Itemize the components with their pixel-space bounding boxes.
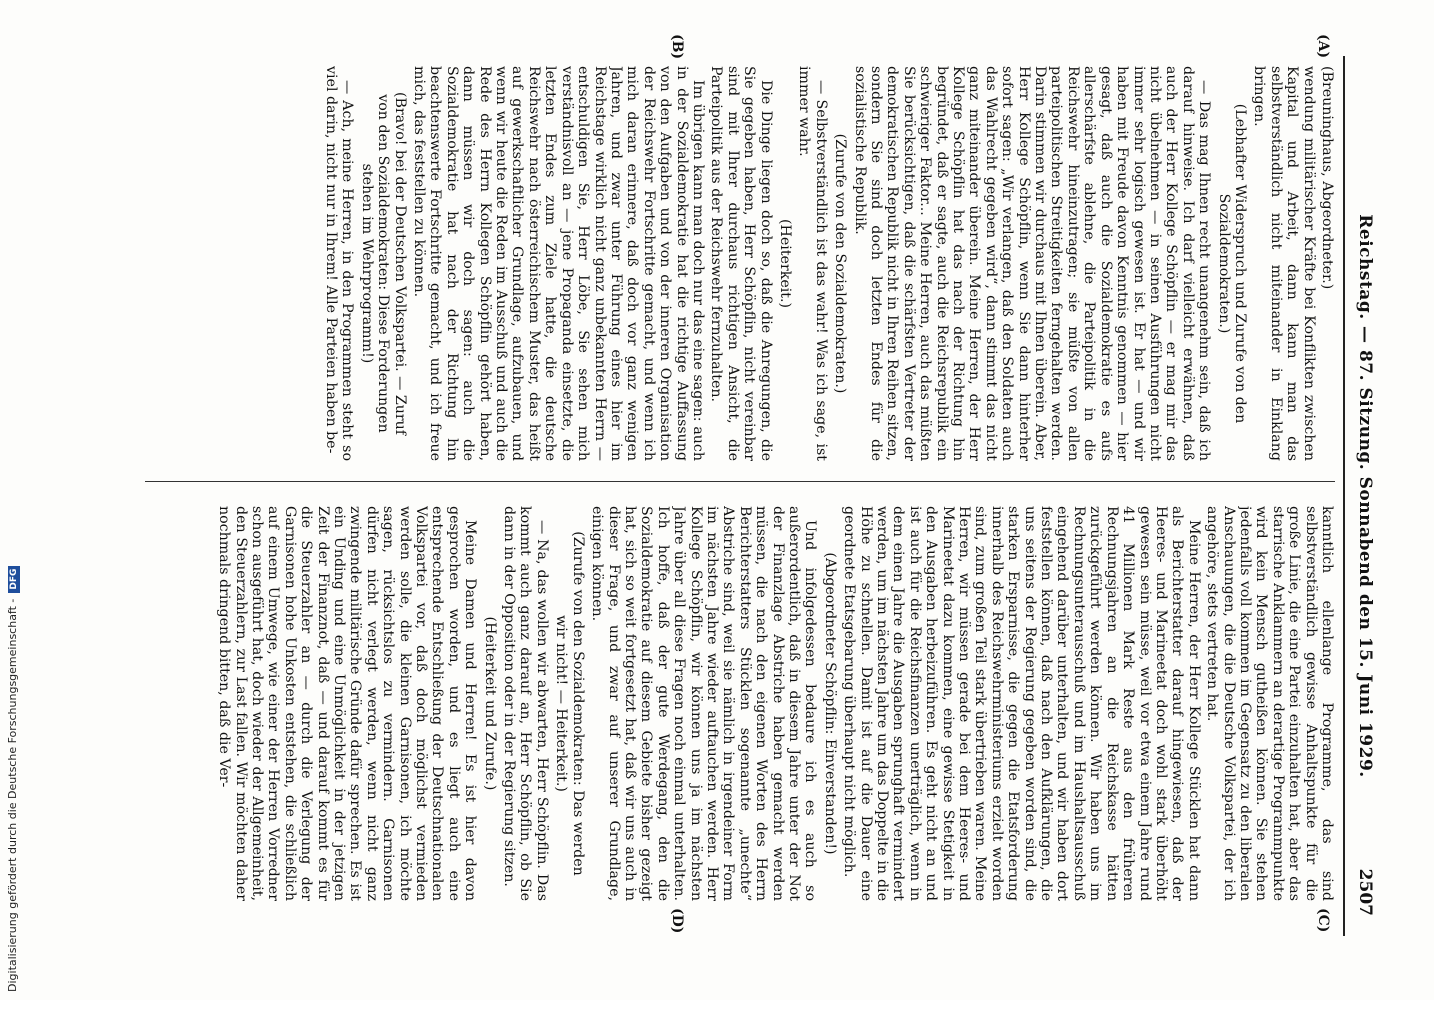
page-header [1349, 76, 1375, 916]
paragraph: — Ach, meine Herren, in den Programmen steht so viel darin, nicht nur in Ihrem! Alle Parteien haben be- [323, 66, 356, 461]
interjection: (Zurufe von den Sozialdemokraten.) [832, 133, 849, 394]
interjection: (Abgeordneter Schöpflin: Einverstanden!) [821, 552, 838, 855]
paragraph: Die Dinge liegen doch so, daß die Anregungen, die Sie gegeben haben, Herr Schöpflin, nicht vereinbar sind mit Ihrer durchaus richtigen Ansicht, die Parteipolitik aus der Reichswehr fernzuhalten. [708, 66, 774, 461]
right-column [145, 506, 1335, 901]
interjection: (Heiterkeit.) [777, 219, 793, 308]
margin-marker-c: (C) [1315, 908, 1331, 933]
paragraph: Im übrigen kann man doch nur das eine sagen: auch in der Sozialdemokratie hat die richtige Auffassung von den Aufgaben und von der inneren Organisation der Reichswehr Fortschritte gemacht, und wenn ich mich daran erinnere, daß doch vor ganz wenigen Jahren, und zwar unter Führung eines hier im Reichstage wirklich nicht ganz unbekannten Herrn — entschuldigen Sie, Herr Löbe, Sie sehen mich verständnisvoll an — jene Propaganda einsetzte, die letzten Endes zum Ziele hatte, die deutsche Reichswehr nach österreichischem Muster, das heißt auf gewerkschaftlicher Grundlage, aufzubauen, und wenn wir heute die Reden im Ausschuß und auch die Rede des Herrn Kollegen Schöpflin gehört haben, dann müssen wir doch sagen: auch die Sozialdemokratie hat nach der Richtung hin beachtenswerte Fortschritte gemacht, und ich freue mich, das feststellen zu können. [411, 66, 706, 461]
page-number: 2507 [1355, 868, 1375, 916]
paragraph: wendung militärischer Kräfte bei Konflikten zwischen Kapital und Arbeit, dann kann man das selbstverständlich nicht miteinander in Einklang bringen. [1251, 66, 1317, 461]
rotated-document-page [120, 34, 1375, 936]
page-title: Reichstag. — 87. Sitzung. Sonnabend den 15. Juni 1929. [1355, 214, 1375, 778]
paragraph: kanntlich ellenlange Programme, das sind selbstverständlich gewisse Anhaltspunkte für die große Linie, die eine Partei einzuhalten hat, aber das starrische Anklammern an derartige Programmpunkte wird kein Mensch gutheißen können. Sie stehen jedenfalls voll kommen im Gegensatz zu den liberalen Anschauungen, die die Deutsche Volkspartei, der ich angehöre, stets vertreten hat. [1204, 506, 1335, 901]
paragraph: Meine Herren, der Herr Kollege Stücklen hat dann als Berichterstatter darauf hingewiesen, daß der Heeres- und Marineetat doch wohl stark überhöht gewesen sein müsse, weil vor etwa einem Jahre rund 41 Millionen Mark Reste aus den früheren Rechnungsjahren an die Reichskasse hätten zurückgeführt werden können. Wir haben uns im Rechnungsunterausschuß und im Haushaltsausschuß eingehend darüber unterhalten, und wir haben dort feststellen können, daß nach den Aufklärungen, die uns seitens der Regierung gegeben worden sind, die starken Ersparnisse, die gegen die Etatsforderung innerhalb des Reichswehrministeriums erzielt worden sind, zum großen Teil stark übertrieben waren. Meine Herren, wir müssen gerade bei dem Heeres- und Marineetat dazu kommen, eine gewisse Stetigkeit in den Ausgaben herbeizuführen. Es geht nicht an und ist auch für die Reichsfinanzen unerträglich, wenn in dem einen Jahre die Ausgaben sprunghaft vermindert werden, um im nächsten Jahre um das Doppelte in die Höhe zu schnellen. Damit ist auf die Dauer eine geordnete Etatsgebarung überhaupt nicht möglich. [841, 506, 1202, 901]
dfg-logo: DFG [8, 566, 20, 593]
paragraph: — Das mag Ihnen recht unangenehm sein, daß ich darauf hinweise. Ich darf vielleicht erwähnen, daß auch der Herr Kollege Schöpflin — er mag mir das nicht übelnehmen — in seinen Ausführungen nicht immer sehr logisch gewesen ist. Er hat — und wir haben mit Freude davon Kenntnis genommen — hier gesagt, daß auch die Sozialdemokratie es aufs allerschärfste ablehne, die Parteipolitik in die Reichswehr hineinzutragen; sie müßte von allen parteipolitischen Streitigkeiten ferngehalten werden. Darin stimmen wir durchaus mit Ihnen überein. Aber, Herr Kollege Schöpflin, wenn Sie dann hinterher sofort sagen: „Wir verlangen, daß den Soldaten auch das Wahlrecht gegeben wird“, dann stimmt das nicht ganz miteinander überein. Meine Herren, der Herr Kollege Schöpflin hat das nach der Richtung hin begründet, daß er sagte, auch die Reichsrepublik ein schwieriger Faktor... Meine Herren, auch das müßten Sie berücksichtigen, daß die schärfsten Vertreter der demokratischen Republik nicht in Ihren Reihen sitzen, sondern Sie sind doch letzten Endes für die sozialistische Republik. [851, 66, 1213, 461]
footer-text: Digitalisierung gefördert durch die Deutsche Forschungsgemeinschaft - [6, 598, 19, 992]
interjection: (Heiterkeit und Zurufe.) [481, 616, 498, 791]
column-divider [145, 481, 1335, 482]
header-rule [1343, 56, 1345, 936]
left-column [145, 66, 1335, 461]
paragraph: — Selbstverständlich ist das wahr! Was ich sage, ist immer wahr. [796, 66, 829, 461]
interjection: (Bravo! bei der Deutschen Volkspartei. — Zuruf von den Sozialdemokraten: Diese Forderungen stehen im Wehrprogramm!) [358, 91, 408, 436]
margin-marker-b: (B) [669, 34, 685, 60]
paragraph: — Na, das wollen wir abwarten, Herr Schöpflin. Das kommt auch ganz darauf an, Herr Schöpflin, ob Sie dann in der Opposition oder in der Regierung sitzen. [501, 506, 550, 901]
margin-marker-a: (A) [1315, 34, 1331, 59]
paragraph: Meine Damen und Herren! Es ist hier davon gesprochen worden, und es liegt auch eine entsprechende Entschließung der Deutschnationalen Volkspartei vor, daß doch möglichst vermieden werden solle, die kleinen Garnisonen, ich möchte sagen, rücksichtslos zu vermindern. Garnisonen dürfen nicht verlegt werden, wenn nicht ganz zwingende militärische Gründe dafür sprechen. Es ist ein Unding und eine Unmöglichkeit in der jetzigen Zeit der Finanznot, daß — und darauf kommt es für die Steuerzahler an — durch die Verlegung der Garnisonen hohe Unkosten entstehen, die schließlich auf einem Umwege, wie einer der Herren Vorredner schon ausgeführt hat, doch wieder der Allgemeinheit, den Steuerzahlern, zur Last fallen. Wir möchten daher nochmals dringend bitten, daß die Ver- [216, 506, 479, 901]
interjection: (Lebhafter Widerspruch und Zurufe von den Sozialdemokraten.) [1215, 103, 1248, 424]
margin-marker-d: (D) [669, 908, 685, 934]
paragraph: (Breuninghaus, Abgeordneter.) [1319, 66, 1335, 290]
paragraph: Und infolgedessen bedaure ich es auch so außerordentlich, daß in diesem Jahre unter der Not der Finanzlage Abstriche haben gemacht werden müssen, die nach den eigenen Worten des Herrn Berichterstatters Stücklen sogenannte „unechte“ Abstriche sind, weil sie nämlich in irgendeiner Form im nächsten Jahre wieder auftauchen werden. Herr Kollege Schöpflin, wir können uns ja im nächsten Jahre über all diese Fragen noch einmal unterhalten. Ich hoffe, daß der gute Werdegang, den die Sozialdemokratie auf diesem Gebiete bisher gezeigt hat, sich so weit fortgesetzt hat, daß wir uns auch in dieser Frage, und zwar auf unserer Grundlage, einigen können. [589, 506, 819, 901]
interjection: (Zurufe von den Sozialdemokraten: Das werden wir nicht! — Heiterkeit.) [553, 531, 586, 876]
